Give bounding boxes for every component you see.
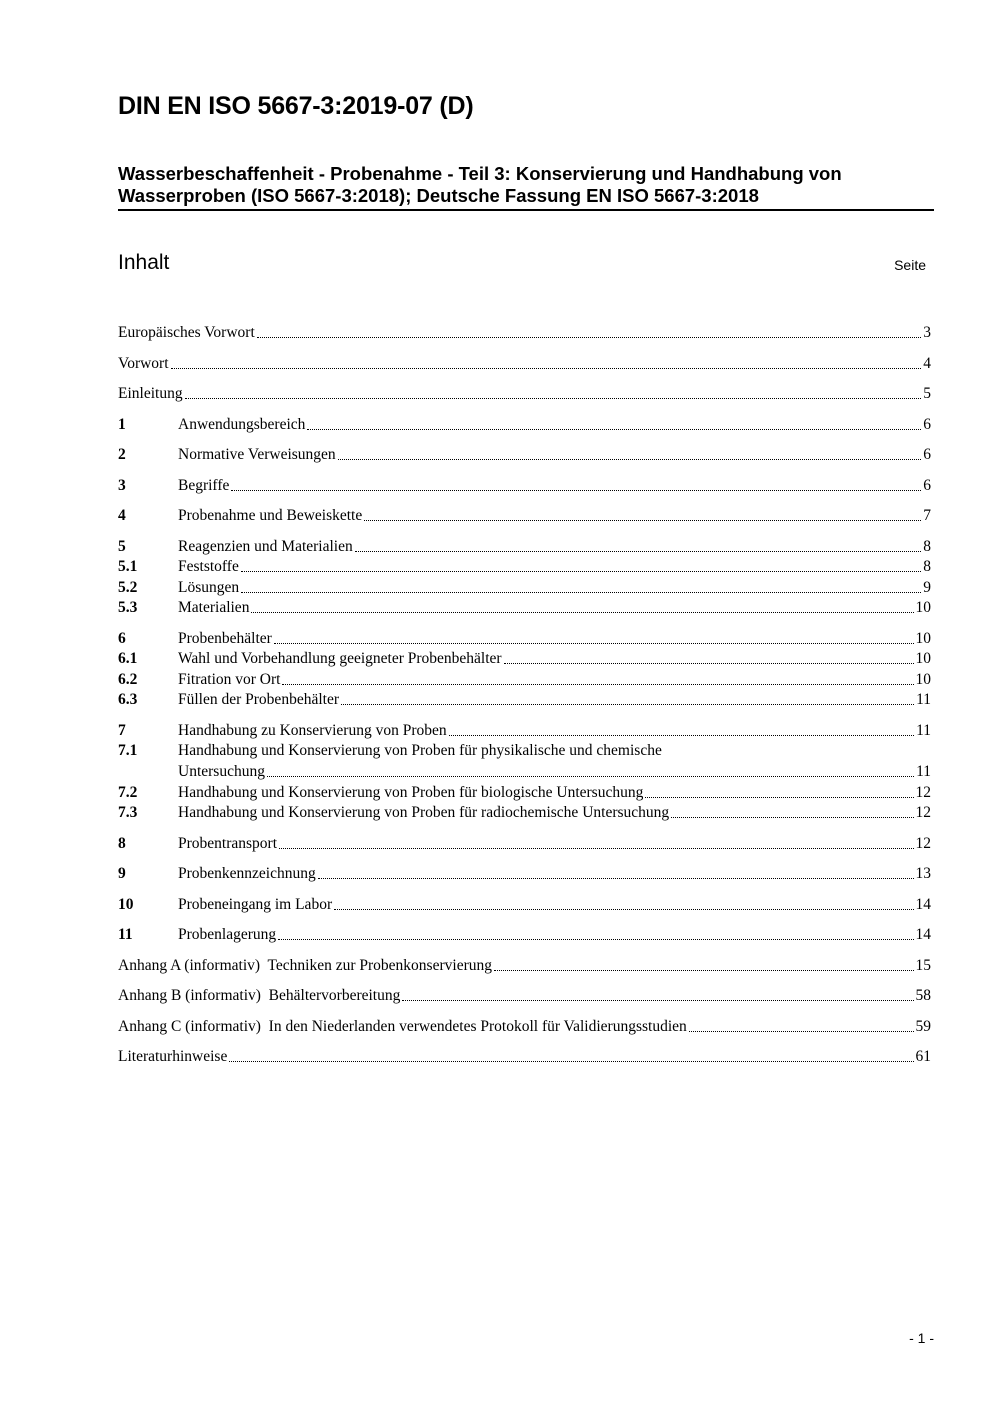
toc-leader-dots	[278, 939, 913, 940]
toc-entry[interactable]	[118, 783, 931, 803]
toc-entry-label-continued: Untersuchung	[178, 763, 265, 780]
toc-entry-label: Handhabung und Konservierung von Proben für physikalische und chemische	[178, 742, 662, 759]
toc-leader-dots	[229, 1061, 913, 1062]
toc-entry[interactable]	[118, 670, 931, 690]
toc-entry-number: 7.3	[118, 804, 138, 821]
toc-leader-dots	[251, 612, 913, 613]
toc-leader-dots	[318, 878, 914, 879]
toc-entry[interactable]	[118, 354, 931, 374]
toc-entry-number: 11	[118, 926, 133, 943]
toc-entry[interactable]	[118, 537, 931, 557]
toc-entry-label: Füllen der Probenbehälter	[178, 691, 339, 708]
toc-entry[interactable]	[118, 986, 931, 1006]
toc-entry-number: 6.3	[118, 691, 138, 708]
toc-entry[interactable]	[118, 1047, 931, 1067]
toc-entry-page: 10	[915, 650, 931, 667]
toc-entry-label: Probenahme und Beweiskette	[178, 507, 363, 524]
toc-entry[interactable]	[118, 415, 931, 435]
toc-entry-number: 8	[118, 835, 126, 852]
toc-entry-page: 13	[915, 865, 931, 882]
toc-entry-page: 59	[915, 1018, 931, 1035]
toc-entry-page: 8	[923, 538, 931, 555]
toc-entry-page: 5	[923, 385, 931, 402]
toc-leader-dots	[171, 368, 922, 369]
toc-entry-page: 12	[915, 804, 931, 821]
toc-leader-dots	[334, 909, 913, 910]
toc-entry[interactable]	[118, 629, 931, 649]
toc-leader-dots	[671, 817, 913, 818]
toc-leader-dots	[257, 337, 921, 338]
toc-entry-label: Feststoffe	[178, 558, 239, 575]
toc-entry-number: 7	[118, 722, 126, 739]
toc-entry[interactable]	[118, 690, 931, 710]
toc-entry-page: 58	[915, 987, 931, 1004]
toc-entry-number: 6	[118, 630, 126, 647]
toc-entry-page: 61	[915, 1048, 931, 1065]
page-title: DIN EN ISO 5667-3:2019-07 (D)	[118, 92, 474, 120]
toc-leader-dots	[307, 429, 921, 430]
toc-entry-number: 1	[118, 416, 126, 433]
toc-entry[interactable]	[118, 445, 931, 465]
toc-entry-page: 6	[923, 446, 931, 463]
toc-entry-line	[118, 741, 931, 761]
toc-entry-number: 7.2	[118, 784, 138, 801]
toc-entry[interactable]	[118, 557, 931, 577]
toc-entry-label: Handhabung zu Konservierung von Proben	[178, 722, 447, 739]
toc-entry[interactable]	[118, 649, 931, 669]
toc-entry-page: 14	[915, 926, 931, 943]
toc-entry-page: 14	[915, 896, 931, 913]
toc-leader-dots	[279, 848, 913, 849]
toc-entry[interactable]	[118, 956, 931, 976]
toc-entry[interactable]	[118, 925, 931, 945]
toc-entry-label: Probeneingang im Labor	[178, 896, 333, 913]
toc-heading: Inhalt	[118, 251, 170, 274]
toc-entry-label: Literaturhinweise	[118, 1048, 228, 1065]
toc-entry[interactable]	[118, 384, 931, 404]
toc-entry-label: Begriffe	[178, 477, 230, 494]
toc-entry-page: 9	[923, 579, 931, 596]
document-subtitle	[118, 163, 934, 211]
toc-entry-number: 4	[118, 507, 126, 524]
toc-entry-page: 15	[915, 957, 931, 974]
toc-entry-page: 11	[916, 722, 931, 739]
toc-leader-dots	[338, 459, 922, 460]
toc-leader-dots	[364, 520, 921, 521]
toc-leader-dots	[449, 735, 914, 736]
footer-page-number: - 1 -	[909, 1330, 934, 1346]
page-column-label: Seite	[894, 257, 926, 273]
toc-leader-dots	[341, 704, 914, 705]
toc-entry[interactable]	[118, 762, 931, 782]
toc-entry-label: Fitration vor Ort	[178, 671, 281, 688]
toc-entry-label: Anhang C (informativ) In den Niederlanden verwendetes Protokoll für Validierungsstudien	[118, 1018, 687, 1035]
toc-entry[interactable]	[118, 578, 931, 598]
toc-leader-dots	[402, 1000, 913, 1001]
toc-leader-dots	[185, 398, 922, 399]
toc-entry-page: 11	[916, 763, 931, 780]
toc-entry-number: 10	[118, 896, 134, 913]
toc-leader-dots	[231, 490, 921, 491]
toc-leader-dots	[274, 643, 914, 644]
toc-entry-page: 12	[915, 784, 931, 801]
toc-entry[interactable]	[118, 895, 931, 915]
toc-entry-number: 3	[118, 477, 126, 494]
toc-entry[interactable]	[118, 506, 931, 526]
toc-entry[interactable]	[118, 834, 931, 854]
toc-entry-label: Lösungen	[178, 579, 240, 596]
toc-entry-page: 3	[923, 324, 931, 341]
toc-entry[interactable]	[118, 598, 931, 618]
toc-leader-dots	[494, 970, 914, 971]
toc-entry-label: Materialien	[178, 599, 250, 616]
toc-entry-number: 5	[118, 538, 126, 555]
toc-entry-page: 4	[923, 355, 931, 372]
toc-entry-label: Vorwort	[118, 355, 169, 372]
toc-entry-number: 6.2	[118, 671, 138, 688]
toc-leader-dots	[355, 551, 922, 552]
toc-entry-label: Handhabung und Konservierung von Proben für radiochemische Untersuchung	[178, 804, 670, 821]
toc-entry-label: Normative Verweisungen	[178, 446, 336, 463]
toc-leader-dots	[689, 1031, 914, 1032]
toc-entry-number: 5.3	[118, 599, 138, 616]
toc-entry-number: 5.2	[118, 579, 138, 596]
toc-entry[interactable]	[118, 864, 931, 884]
toc-entry-label: Probentransport	[178, 835, 278, 852]
toc-leader-dots	[282, 684, 913, 685]
subtitle-line-2: Wasserproben (ISO 5667-3:2018); Deutsche Fassung EN ISO 5667-3:2018	[118, 185, 759, 206]
toc-entry-label: Anwendungsbereich	[178, 416, 306, 433]
toc-entry-label: Europäisches Vorwort	[118, 324, 255, 341]
toc-leader-dots	[241, 592, 921, 593]
toc-entry-page: 11	[916, 691, 931, 708]
toc-entry[interactable]	[118, 721, 931, 741]
toc-entry-label: Probenlagerung	[178, 926, 277, 943]
toc-leader-dots	[504, 663, 914, 664]
toc-entry-page: 12	[915, 835, 931, 852]
toc-entry-label: Wahl und Vorbehandlung geeigneter Probenbehälter	[178, 650, 502, 667]
toc-entry-label: Anhang A (informativ) Techniken zur Probenkonservierung	[118, 957, 492, 974]
toc-entry-number: 5.1	[118, 558, 138, 575]
toc-entry[interactable]	[118, 803, 931, 823]
toc-entry[interactable]	[118, 476, 931, 496]
toc-entry-number: 9	[118, 865, 126, 882]
toc-entry-number: 6.1	[118, 650, 138, 667]
toc-entry-page: 10	[915, 671, 931, 688]
toc-entry-label: Anhang B (informativ) Behältervorbereitung	[118, 987, 401, 1004]
toc-leader-dots	[645, 797, 913, 798]
toc-leader-dots	[241, 571, 921, 572]
toc-entry-page: 7	[923, 507, 931, 524]
toc-entry[interactable]	[118, 323, 931, 343]
toc-entry[interactable]	[118, 1017, 931, 1037]
toc-entry-label: Probenbehälter	[178, 630, 272, 647]
toc-entry-label: Einleitung	[118, 385, 183, 402]
subtitle-line-1: Wasserbeschaffenheit - Probenahme - Teil 3: Konservierung und Handhabung von	[118, 163, 842, 184]
toc-entry-page: 6	[923, 416, 931, 433]
toc-entry-page: 8	[923, 558, 931, 575]
toc-entry-number: 2	[118, 446, 126, 463]
toc-entry-number: 7.1	[118, 742, 138, 759]
toc-entry-page: 6	[923, 477, 931, 494]
toc-entry-label: Probenkennzeichnung	[178, 865, 316, 882]
toc-entry-page: 10	[915, 599, 931, 616]
toc-entry-label: Reagenzien und Materialien	[178, 538, 353, 555]
toc-entry-page: 10	[915, 630, 931, 647]
toc-entry-label: Handhabung und Konservierung von Proben für biologische Untersuchung	[178, 784, 644, 801]
toc-leader-dots	[267, 776, 914, 777]
